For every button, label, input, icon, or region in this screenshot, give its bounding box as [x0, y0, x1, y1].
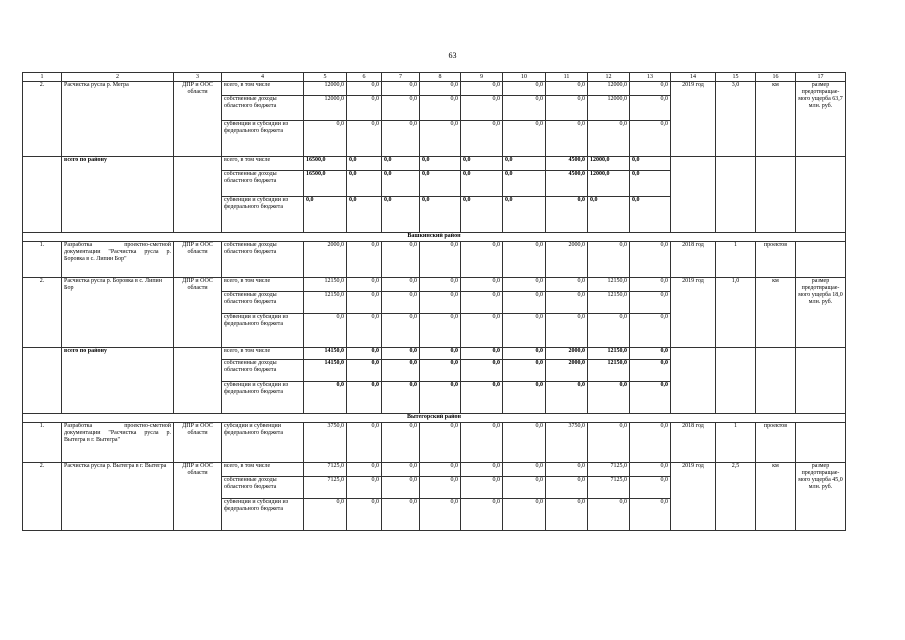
table-cell: субвенции и субсидии из федерального бюджета [222, 121, 304, 157]
table-row [23, 278, 846, 292]
table-cell: 0,0 [420, 197, 461, 233]
table-cell [174, 157, 222, 233]
table-cell: 0,0 [503, 242, 546, 278]
table-cell: 0,0 [630, 197, 671, 233]
table-cell: 0,0 [461, 348, 503, 360]
table-cell: 0,0 [461, 499, 503, 531]
table-cell: Вашкинский район [23, 233, 846, 242]
table-cell: 10 [503, 73, 546, 82]
table-cell: 2019 год [671, 82, 716, 157]
table-cell: собственные доходы областного бюджета [222, 242, 304, 278]
table-cell: 5 [304, 73, 347, 82]
table-cell: 12000,0 [304, 96, 347, 121]
table-cell: 0,0 [420, 382, 461, 414]
table-cell: 3750,0 [304, 423, 347, 463]
table-cell: 0,0 [461, 121, 503, 157]
table-cell: 0,0 [630, 348, 671, 360]
table-cell [716, 157, 756, 233]
table-cell: 2000,0 [546, 348, 588, 360]
table-cell: 14150,0 [304, 348, 347, 360]
table-cell: 7 [382, 73, 420, 82]
table-cell: 2,5 [716, 463, 756, 531]
table-cell: 0,0 [382, 242, 420, 278]
table-cell: 0,0 [304, 499, 347, 531]
table-cell: 0,0 [503, 360, 546, 382]
table-cell: 9 [461, 73, 503, 82]
table-cell [23, 157, 62, 233]
table-cell: 0,0 [546, 82, 588, 96]
table-cell: 0,0 [630, 423, 671, 463]
table-cell: субвенции и субсидии из федерального бюджета [222, 197, 304, 233]
table-cell: 0,0 [347, 171, 382, 197]
table-cell: ДПР и ООС области [174, 242, 222, 278]
table-cell: 0,0 [420, 242, 461, 278]
table-cell: 12000,0 [588, 157, 630, 171]
table-cell: собственные доходы областного бюджета [222, 477, 304, 499]
table-cell: субвенции и субсидии из федерального бюджета [222, 499, 304, 531]
table-cell: 0,0 [347, 423, 382, 463]
table-cell: 14150,0 [304, 360, 347, 382]
table-cell: 0,0 [503, 423, 546, 463]
table-cell: 0,0 [347, 360, 382, 382]
table-cell: 0,0 [347, 314, 382, 348]
table-cell: км [756, 82, 796, 157]
table-cell: размер предотвращае-мого ущерба 63,7 млн. руб. [796, 82, 846, 157]
table-cell [796, 242, 846, 278]
table-cell: 0,0 [461, 197, 503, 233]
table-cell: 0,0 [546, 499, 588, 531]
table-cell [716, 348, 756, 414]
table-cell: 0,0 [630, 360, 671, 382]
table-cell: 0,0 [420, 157, 461, 171]
table-cell: 2. [23, 82, 62, 157]
table-cell: 2. [23, 463, 62, 531]
table-cell: 0,0 [382, 82, 420, 96]
table-cell: 0,0 [630, 96, 671, 121]
table-cell: размер предотвращае-мого ущерба 18,0 млн. руб. [796, 278, 846, 348]
table-cell: 0,0 [347, 382, 382, 414]
table-cell: 0,0 [630, 382, 671, 414]
table-cell: 0,0 [461, 171, 503, 197]
table-cell: всего, в том числе [222, 463, 304, 477]
table-cell: 0,0 [588, 314, 630, 348]
table-cell: 4 [222, 73, 304, 82]
table-cell: 3750,0 [546, 423, 588, 463]
table-cell: 7125,0 [304, 477, 347, 499]
table-cell [671, 348, 716, 414]
table-cell: 0,0 [546, 278, 588, 292]
table-cell: 13 [630, 73, 671, 82]
table-row [23, 423, 846, 463]
table-cell: 0,0 [461, 423, 503, 463]
table-cell: 0,0 [420, 278, 461, 292]
table-cell: 12150,0 [588, 348, 630, 360]
table-cell: 0,0 [347, 463, 382, 477]
table-cell [796, 423, 846, 463]
table-cell: 0,0 [630, 292, 671, 314]
table-cell: субвенции и субсидии из федерального бюджета [222, 382, 304, 414]
table-cell: 0,0 [503, 82, 546, 96]
table-cell: 0,0 [461, 360, 503, 382]
table-cell: 0,0 [347, 96, 382, 121]
table-cell: 0,0 [588, 382, 630, 414]
table-cell: 0,0 [347, 477, 382, 499]
table-cell: Разработка проектно-сметной документации "Расчистка русла р. Вытегра в г. Вытегра" [62, 423, 174, 463]
table-cell: 0,0 [420, 96, 461, 121]
table-cell: 0,0 [382, 463, 420, 477]
table-cell [174, 348, 222, 414]
table-cell: 2019 год [671, 278, 716, 348]
table-cell: 0,0 [503, 314, 546, 348]
header-row [23, 73, 846, 82]
table-cell: 0,0 [347, 348, 382, 360]
table-cell: ДПР и ООС области [174, 82, 222, 157]
table-cell: 14 [671, 73, 716, 82]
table-cell: 0,0 [630, 314, 671, 348]
table-cell: 8 [420, 73, 461, 82]
table-cell: 0,0 [382, 314, 420, 348]
section-row [23, 414, 846, 423]
table-cell: 0,0 [420, 82, 461, 96]
table-cell: 0,0 [503, 463, 546, 477]
table-cell: 0,0 [503, 197, 546, 233]
table-cell: 0,0 [630, 82, 671, 96]
table-cell [796, 348, 846, 414]
table-cell: 0,0 [588, 499, 630, 531]
table-cell: 12 [588, 73, 630, 82]
table-row [23, 242, 846, 278]
table-cell: 0,0 [546, 197, 588, 233]
table-cell: 0,0 [382, 121, 420, 157]
table-cell: всего по району [62, 157, 174, 233]
table-cell: 0,0 [420, 348, 461, 360]
table-cell: 0,0 [546, 463, 588, 477]
table-cell: 4500,0 [546, 171, 588, 197]
table-cell: 0,0 [347, 157, 382, 171]
table-cell: 0,0 [503, 278, 546, 292]
table-cell: 0,0 [347, 242, 382, 278]
table-cell: 0,0 [382, 382, 420, 414]
table-cell: 0,0 [382, 423, 420, 463]
table-cell: 2000,0 [546, 242, 588, 278]
table-cell: 7125,0 [588, 477, 630, 499]
table-cell: 16500,0 [304, 157, 347, 171]
table-cell: 1 [716, 423, 756, 463]
table-cell: 16 [756, 73, 796, 82]
table-cell: 12150,0 [588, 360, 630, 382]
table-cell: 0,0 [304, 121, 347, 157]
table-cell: 2000,0 [304, 242, 347, 278]
table-cell: 2. [23, 278, 62, 348]
table-cell: 0,0 [420, 292, 461, 314]
table-cell: 0,0 [420, 121, 461, 157]
table-cell: 0,0 [461, 292, 503, 314]
table-cell: собственные доходы областного бюджета [222, 360, 304, 382]
table-cell [756, 157, 796, 233]
table-cell: ДПР и ООС области [174, 463, 222, 531]
table-cell: 0,0 [461, 96, 503, 121]
table-cell: 0,0 [588, 197, 630, 233]
table-cell: 0,0 [304, 197, 347, 233]
table-cell: 0,0 [630, 171, 671, 197]
table-cell [756, 348, 796, 414]
table-cell: 0,0 [347, 82, 382, 96]
table-cell: 0,0 [347, 121, 382, 157]
table-cell: 0,0 [630, 463, 671, 477]
table-cell: 0,0 [382, 197, 420, 233]
table-cell: 0,0 [546, 96, 588, 121]
table-cell: 6 [347, 73, 382, 82]
table-cell: 16500,0 [304, 171, 347, 197]
table-cell: 17 [796, 73, 846, 82]
table-cell: 0,0 [630, 242, 671, 278]
table-cell: субвенции и субсидии из федерального бюджета [222, 314, 304, 348]
table-cell: 0,0 [382, 477, 420, 499]
table-cell: 0,0 [420, 314, 461, 348]
table-cell: 0,0 [588, 121, 630, 157]
table-cell: собственные доходы областного бюджета [222, 292, 304, 314]
table-cell: Расчистка русла р. Боровка в с. Липин Бор [62, 278, 174, 348]
table-cell: 7125,0 [304, 463, 347, 477]
table-cell: 0,0 [461, 382, 503, 414]
table-cell: 3,0 [716, 82, 756, 157]
table-cell: ДПР и ООС области [174, 278, 222, 348]
table-cell: 2 [62, 73, 174, 82]
table-cell [23, 348, 62, 414]
table-cell: 1 [716, 242, 756, 278]
table-cell: 4500,0 [546, 157, 588, 171]
table-cell: 15 [716, 73, 756, 82]
table-cell: 0,0 [382, 360, 420, 382]
table-cell: 0,0 [347, 278, 382, 292]
table-row [23, 463, 846, 477]
table-cell: Разработка проектно-сметной документации "Расчистка русла р. Боровка в с. Липин Бор" [62, 242, 174, 278]
table-cell: субсидии и субвенции федерального бюджета [222, 423, 304, 463]
table-cell: 7125,0 [588, 463, 630, 477]
table-cell: 0,0 [503, 499, 546, 531]
table-cell: 0,0 [461, 278, 503, 292]
table-cell: 0,0 [546, 314, 588, 348]
table-cell: проектов [756, 423, 796, 463]
table-cell: 1. [23, 242, 62, 278]
table-cell: 0,0 [347, 197, 382, 233]
table-cell: всего, в том числе [222, 82, 304, 96]
table-cell: 12150,0 [588, 278, 630, 292]
table-cell: 0,0 [382, 292, 420, 314]
table-cell: 0,0 [461, 82, 503, 96]
table-row [23, 348, 846, 360]
table-cell: 0,0 [588, 423, 630, 463]
table-cell: 0,0 [420, 171, 461, 197]
table-cell: 1. [23, 423, 62, 463]
table-cell: 12150,0 [304, 278, 347, 292]
table-cell: 0,0 [630, 499, 671, 531]
table-cell: проектов [756, 242, 796, 278]
table-cell: 0,0 [503, 348, 546, 360]
table-cell: км [756, 278, 796, 348]
table-cell: 0,0 [503, 477, 546, 499]
table-cell: 0,0 [420, 477, 461, 499]
table-cell: 0,0 [304, 314, 347, 348]
table-cell: 0,0 [461, 477, 503, 499]
section-row [23, 233, 846, 242]
table-cell: 0,0 [382, 96, 420, 121]
table-cell: 0,0 [503, 382, 546, 414]
table-cell: 0,0 [420, 499, 461, 531]
table-cell: 0,0 [382, 278, 420, 292]
table-cell: 2019 год [671, 463, 716, 531]
table-cell: всего по району [62, 348, 174, 414]
table-cell: 0,0 [630, 121, 671, 157]
table-cell: 12000,0 [588, 96, 630, 121]
table-cell: 0,0 [382, 348, 420, 360]
table-cell: 0,0 [546, 121, 588, 157]
table-cell: 12000,0 [588, 82, 630, 96]
table-cell: 0,0 [461, 242, 503, 278]
table-cell: 0,0 [630, 157, 671, 171]
table-cell: 1,0 [716, 278, 756, 348]
table-cell: 0,0 [503, 171, 546, 197]
table-cell: 0,0 [503, 292, 546, 314]
table-cell: 12000,0 [588, 171, 630, 197]
table-cell: 0,0 [503, 121, 546, 157]
table-cell: Расчистка русла р. Вытегра в г. Вытегра [62, 463, 174, 531]
table-cell: 0,0 [382, 157, 420, 171]
table-cell: 2018 год [671, 242, 716, 278]
table-cell: 0,0 [461, 314, 503, 348]
table-cell [796, 157, 846, 233]
table-cell: 0,0 [503, 96, 546, 121]
table-cell: Расчистка русла р. Мегра [62, 82, 174, 157]
table-cell: 2000,0 [546, 360, 588, 382]
table-cell: 0,0 [347, 499, 382, 531]
table-cell: собственные доходы областного бюджета [222, 96, 304, 121]
table-cell: Вытегорский район [23, 414, 846, 423]
table-cell: 12150,0 [304, 292, 347, 314]
table-cell: 0,0 [546, 292, 588, 314]
table-cell: 1 [23, 73, 62, 82]
table-cell: 11 [546, 73, 588, 82]
table-cell: ДПР и ООС области [174, 423, 222, 463]
table-cell: 0,0 [382, 499, 420, 531]
table-cell: 12000,0 [304, 82, 347, 96]
table-cell: 0,0 [347, 292, 382, 314]
table-cell: всего, в том числе [222, 348, 304, 360]
table-cell: 0,0 [420, 463, 461, 477]
table-cell: 3 [174, 73, 222, 82]
table-cell: 0,0 [420, 360, 461, 382]
table-row [23, 82, 846, 96]
table-cell: 0,0 [630, 278, 671, 292]
table-cell: размер предотвращае-мого ущерба 45,0 млн. руб. [796, 463, 846, 531]
table-cell: всего, в том числе [222, 157, 304, 171]
table-cell: 0,0 [546, 477, 588, 499]
table-cell: 0,0 [304, 382, 347, 414]
table-cell: собственные доходы областного бюджета [222, 171, 304, 197]
program-table [22, 72, 846, 531]
table-cell: 0,0 [461, 463, 503, 477]
table-cell: 0,0 [420, 423, 461, 463]
table-cell: всего, в том числе [222, 278, 304, 292]
table-cell: 2018 год [671, 423, 716, 463]
table-cell: 0,0 [546, 382, 588, 414]
table-cell: км [756, 463, 796, 531]
table-row [23, 157, 846, 171]
page-number: 63 [448, 51, 457, 60]
table-cell: 0,0 [503, 157, 546, 171]
table-cell: 0,0 [461, 157, 503, 171]
table-cell: 0,0 [588, 242, 630, 278]
table-cell: 12150,0 [588, 292, 630, 314]
table-cell [671, 157, 716, 233]
table-cell: 0,0 [630, 477, 671, 499]
table-cell: 0,0 [382, 171, 420, 197]
